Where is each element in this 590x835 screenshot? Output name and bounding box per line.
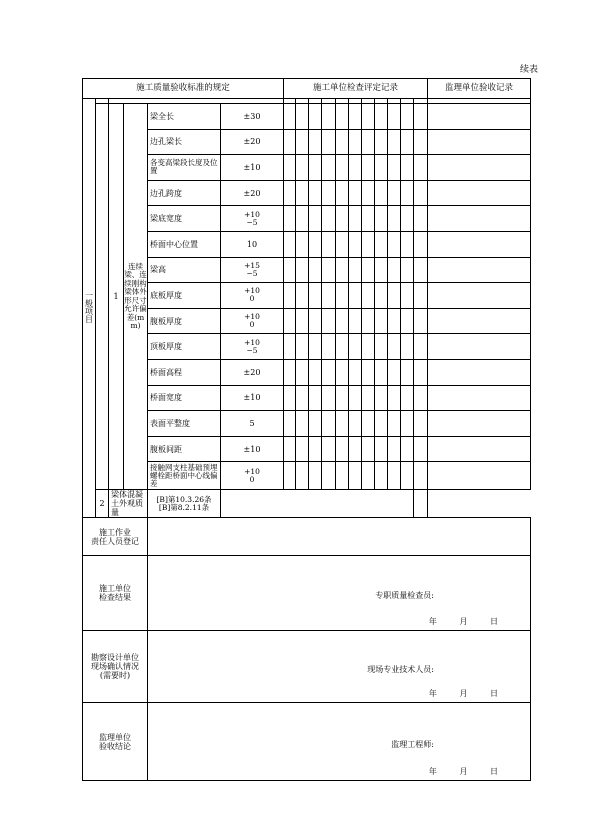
record-cell[interactable] <box>401 411 414 437</box>
record-cell[interactable] <box>296 129 309 155</box>
record-cell[interactable] <box>362 206 375 232</box>
record-cell[interactable] <box>362 104 375 130</box>
supervision-cell[interactable] <box>428 385 531 411</box>
record-cell[interactable] <box>388 411 401 437</box>
record-cell[interactable] <box>322 359 336 385</box>
record-cell[interactable] <box>375 436 388 462</box>
record-cell[interactable] <box>322 206 336 232</box>
record-cell[interactable] <box>375 385 388 411</box>
item-tolerance: ±20 <box>221 180 284 206</box>
signoff-body[interactable] <box>148 631 531 703</box>
item-tolerance: +10 0 <box>221 462 284 490</box>
item-tolerance: +10 −5 <box>221 206 284 232</box>
record-cell[interactable] <box>309 308 322 334</box>
signoff-person: 专职质量检查员: <box>375 591 434 601</box>
record-cell[interactable] <box>414 436 428 462</box>
item-name: 表面平整度 <box>148 411 221 437</box>
item-name: 边孔跨度 <box>148 180 221 206</box>
group2-record[interactable] <box>221 490 414 518</box>
item-name: 顶板厚度 <box>148 334 221 360</box>
record-cell[interactable] <box>284 462 296 490</box>
record-cell[interactable] <box>336 385 349 411</box>
item-name: 腹板厚度 <box>148 308 221 334</box>
record-cell[interactable] <box>296 104 309 130</box>
record-cell[interactable] <box>309 334 322 360</box>
supervision-cell[interactable] <box>428 231 531 257</box>
record-cell[interactable] <box>296 334 309 360</box>
record-cell[interactable] <box>349 334 362 360</box>
record-cell[interactable] <box>284 283 296 309</box>
record-cell[interactable] <box>414 411 428 437</box>
record-cell[interactable] <box>401 231 414 257</box>
signoff-person: 监理工程师: <box>391 739 434 749</box>
signoff-body[interactable] <box>148 703 531 781</box>
record-cell[interactable] <box>336 180 349 206</box>
signoff-label: 监理单位 验收结论 <box>83 703 148 781</box>
record-cell[interactable] <box>375 462 388 490</box>
record-cell[interactable] <box>414 206 428 232</box>
record-cell[interactable] <box>296 231 309 257</box>
record-cell[interactable] <box>388 257 401 283</box>
record-cell[interactable] <box>362 436 375 462</box>
record-cell[interactable] <box>322 257 336 283</box>
supervision-cell[interactable] <box>428 257 531 283</box>
record-cell[interactable] <box>401 359 414 385</box>
record-cell[interactable] <box>401 257 414 283</box>
item-name: 腹板间距 <box>148 436 221 462</box>
item-name: 梁高 <box>148 257 221 283</box>
record-cell[interactable] <box>322 180 336 206</box>
record-cell[interactable] <box>296 257 309 283</box>
record-cell[interactable] <box>414 129 428 155</box>
supervision-cell[interactable] <box>428 180 531 206</box>
record-cell[interactable] <box>309 462 322 490</box>
record-cell[interactable] <box>336 308 349 334</box>
record-cell[interactable] <box>284 104 296 130</box>
supervision-cell[interactable] <box>428 462 531 490</box>
record-cell[interactable] <box>362 257 375 283</box>
record-cell[interactable] <box>362 308 375 334</box>
record-cell[interactable] <box>336 359 349 385</box>
item-name: 桥面中心位置 <box>148 231 221 257</box>
supervision-cell[interactable] <box>428 334 531 360</box>
record-cell[interactable] <box>401 334 414 360</box>
record-cell[interactable] <box>414 308 428 334</box>
record-cell[interactable] <box>322 334 336 360</box>
record-cell[interactable] <box>388 334 401 360</box>
record-cell[interactable] <box>322 129 336 155</box>
record-cell[interactable] <box>309 104 322 130</box>
group1-title: 连续梁、连续刚构梁体外形尺寸允许偏差(mm) <box>124 104 148 490</box>
record-cell[interactable] <box>284 308 296 334</box>
spacer-cell <box>96 104 109 490</box>
record-cell[interactable] <box>296 155 309 181</box>
record-cell[interactable] <box>322 104 336 130</box>
item-name: 底板厚度 <box>148 283 221 309</box>
record-cell[interactable] <box>349 462 362 490</box>
record-cell[interactable] <box>401 462 414 490</box>
record-cell[interactable] <box>375 206 388 232</box>
ref-1: [B]第10.3.26条 <box>156 494 212 504</box>
record-cell[interactable] <box>349 359 362 385</box>
item-tolerance: 10 <box>221 231 284 257</box>
record-cell[interactable] <box>284 411 296 437</box>
record-cell[interactable] <box>414 155 428 181</box>
record-cell[interactable] <box>401 436 414 462</box>
record-cell[interactable] <box>284 385 296 411</box>
record-cell[interactable] <box>336 257 349 283</box>
supervision-cell[interactable] <box>428 129 531 155</box>
supervision-cell[interactable] <box>428 411 531 437</box>
signoff-body[interactable] <box>148 556 531 631</box>
record-cell[interactable] <box>388 180 401 206</box>
record-cell[interactable] <box>284 206 296 232</box>
record-cell[interactable] <box>375 411 388 437</box>
record-cell[interactable] <box>414 462 428 490</box>
record-cell[interactable] <box>336 283 349 309</box>
group2-number: 2 <box>96 490 109 518</box>
signoff-date: 年 月 日 <box>428 688 508 698</box>
item-name: 各变高梁段长度及位置 <box>148 155 221 181</box>
item-name: 桥面高程 <box>148 359 221 385</box>
record-cell[interactable] <box>336 334 349 360</box>
record-cell[interactable] <box>296 206 309 232</box>
record-cell[interactable] <box>284 334 296 360</box>
record-cell[interactable] <box>375 283 388 309</box>
record-cell[interactable] <box>388 283 401 309</box>
supervision-cell[interactable] <box>428 155 531 181</box>
record-cell[interactable] <box>375 129 388 155</box>
item-name: 接触网支柱基础预埋螺栓距桥面中心线偏差 <box>148 462 221 490</box>
record-cell[interactable] <box>322 411 336 437</box>
record-cell[interactable] <box>284 359 296 385</box>
record-cell[interactable] <box>284 129 296 155</box>
record-cell[interactable] <box>414 257 428 283</box>
item-name: 梁全长 <box>148 104 221 130</box>
item-tolerance: +10 0 <box>221 308 284 334</box>
record-cell[interactable] <box>296 359 309 385</box>
record-cell[interactable] <box>414 283 428 309</box>
record-cell[interactable] <box>414 359 428 385</box>
record-cell[interactable] <box>336 206 349 232</box>
signoff-label: 施工作业 责任人员登记 <box>83 518 148 556</box>
record-cell[interactable] <box>401 206 414 232</box>
inspection-table <box>82 78 531 781</box>
record-cell[interactable] <box>362 283 375 309</box>
record-cell[interactable] <box>296 308 309 334</box>
record-cell[interactable] <box>388 436 401 462</box>
record-cell[interactable] <box>309 385 322 411</box>
signoff-label: 勘察设计单位 现场确认情况 (需要时) <box>83 631 148 703</box>
record-cell[interactable] <box>375 308 388 334</box>
record-cell[interactable] <box>322 283 336 309</box>
record-cell[interactable] <box>322 231 336 257</box>
item-name: 边孔梁长 <box>148 129 221 155</box>
record-cell[interactable] <box>401 385 414 411</box>
record-cell[interactable] <box>322 385 336 411</box>
record-cell[interactable] <box>401 180 414 206</box>
supervision-cell[interactable] <box>428 359 531 385</box>
record-cell[interactable] <box>284 180 296 206</box>
record-cell[interactable] <box>401 155 414 181</box>
item-tolerance: ±20 <box>221 129 284 155</box>
ref-2: [B]第8.2.11条 <box>158 502 210 512</box>
record-cell[interactable] <box>322 462 336 490</box>
record-cell[interactable] <box>296 462 309 490</box>
record-cell[interactable] <box>336 155 349 181</box>
record-cell[interactable] <box>401 104 414 130</box>
record-cell[interactable] <box>322 436 336 462</box>
record-cell[interactable] <box>375 104 388 130</box>
record-cell[interactable] <box>414 385 428 411</box>
record-cell[interactable] <box>322 308 336 334</box>
record-cell[interactable] <box>349 283 362 309</box>
record-cell[interactable] <box>414 231 428 257</box>
record-cell[interactable] <box>362 180 375 206</box>
item-tolerance: ±30 <box>221 104 284 130</box>
record-cell[interactable] <box>284 231 296 257</box>
header-construction-record: 施工单位检查评定记录 <box>284 79 428 99</box>
group1-number: 1 <box>109 104 124 490</box>
record-cell[interactable] <box>349 257 362 283</box>
record-cell[interactable] <box>296 385 309 411</box>
record-cell[interactable] <box>362 129 375 155</box>
record-cell[interactable] <box>401 129 414 155</box>
record-cell[interactable] <box>388 462 401 490</box>
item-tolerance: +10 0 <box>221 283 284 309</box>
record-cell[interactable] <box>309 129 322 155</box>
record-cell[interactable] <box>388 206 401 232</box>
record-cell[interactable] <box>296 180 309 206</box>
record-cell[interactable] <box>349 180 362 206</box>
record-cell[interactable] <box>336 462 349 490</box>
record-cell[interactable] <box>349 436 362 462</box>
record-cell[interactable] <box>322 155 336 181</box>
record-cell[interactable] <box>336 129 349 155</box>
item-tolerance: ±20 <box>221 359 284 385</box>
signoff-label: 施工单位 检查结果 <box>83 556 148 631</box>
record-cell[interactable] <box>336 231 349 257</box>
supervision-cell[interactable] <box>428 308 531 334</box>
signoff-person: 现场专业技术人员: <box>367 664 434 674</box>
record-cell[interactable] <box>362 155 375 181</box>
group2-references <box>148 490 221 518</box>
record-cell[interactable] <box>349 308 362 334</box>
record-cell[interactable] <box>388 155 401 181</box>
item-tolerance: +15 −5 <box>221 257 284 283</box>
record-cell[interactable] <box>349 385 362 411</box>
record-cell[interactable] <box>349 206 362 232</box>
record-cell[interactable] <box>388 308 401 334</box>
item-tolerance: 5 <box>221 411 284 437</box>
record-cell[interactable] <box>349 231 362 257</box>
signoff-date: 年 月 日 <box>428 766 508 776</box>
record-cell[interactable] <box>309 206 322 232</box>
record-cell[interactable] <box>309 411 322 437</box>
record-cell[interactable] <box>296 411 309 437</box>
record-cell[interactable] <box>388 385 401 411</box>
header-standard: 施工质量验收标准的规定 <box>83 79 284 99</box>
record-cell[interactable] <box>375 257 388 283</box>
record-cell[interactable] <box>284 257 296 283</box>
record-cell[interactable] <box>309 180 322 206</box>
supervision-cell[interactable] <box>428 206 531 232</box>
record-cell[interactable] <box>375 359 388 385</box>
record-cell[interactable] <box>375 334 388 360</box>
record-cell[interactable] <box>401 283 414 309</box>
signoff-body[interactable] <box>148 518 531 556</box>
record-cell[interactable] <box>362 385 375 411</box>
record-cell[interactable] <box>375 231 388 257</box>
record-cell[interactable] <box>309 257 322 283</box>
item-name: 桥面宽度 <box>148 385 221 411</box>
record-cell[interactable] <box>349 411 362 437</box>
supervision-cell[interactable] <box>428 104 531 130</box>
record-cell[interactable] <box>309 359 322 385</box>
supervision-cell[interactable] <box>428 283 531 309</box>
item-name: 梁底宽度 <box>148 206 221 232</box>
record-cell[interactable] <box>336 411 349 437</box>
record-cell[interactable] <box>362 359 375 385</box>
record-cell[interactable] <box>414 104 428 130</box>
group2-item: 梁体混凝土外观质量 <box>109 490 148 518</box>
record-cell[interactable] <box>388 231 401 257</box>
general-items-category <box>83 99 96 518</box>
item-tolerance: +10 −5 <box>221 334 284 360</box>
record-cell[interactable] <box>362 462 375 490</box>
record-cell[interactable] <box>388 129 401 155</box>
record-cell[interactable] <box>349 104 362 130</box>
general-items-label: 一般项目 <box>84 291 94 324</box>
record-cell[interactable] <box>349 155 362 181</box>
supervision-cell[interactable] <box>428 436 531 462</box>
record-cell[interactable] <box>309 231 322 257</box>
record-cell[interactable] <box>336 104 349 130</box>
record-cell[interactable] <box>296 436 309 462</box>
record-cell[interactable] <box>362 411 375 437</box>
item-tolerance: ±10 <box>221 155 284 181</box>
continued-label: 续表 <box>520 65 539 75</box>
record-cell[interactable] <box>309 283 322 309</box>
record-cell[interactable] <box>375 155 388 181</box>
group2-supervision[interactable] <box>414 490 428 518</box>
record-cell[interactable] <box>309 155 322 181</box>
item-tolerance: ±10 <box>221 436 284 462</box>
signoff-date: 年 月 日 <box>428 616 508 626</box>
record-cell[interactable] <box>401 308 414 334</box>
record-cell[interactable] <box>414 180 428 206</box>
record-cell[interactable] <box>309 436 322 462</box>
record-cell[interactable] <box>284 155 296 181</box>
record-cell[interactable] <box>388 104 401 130</box>
record-cell[interactable] <box>375 180 388 206</box>
header-supervision-record: 监理单位验收记录 <box>428 79 531 99</box>
record-cell[interactable] <box>296 283 309 309</box>
record-cell[interactable] <box>349 129 362 155</box>
record-cell[interactable] <box>336 436 349 462</box>
record-cell[interactable] <box>362 334 375 360</box>
record-cell[interactable] <box>388 359 401 385</box>
record-cell[interactable] <box>362 231 375 257</box>
item-tolerance: ±10 <box>221 385 284 411</box>
record-cell[interactable] <box>414 334 428 360</box>
record-cell[interactable] <box>284 436 296 462</box>
